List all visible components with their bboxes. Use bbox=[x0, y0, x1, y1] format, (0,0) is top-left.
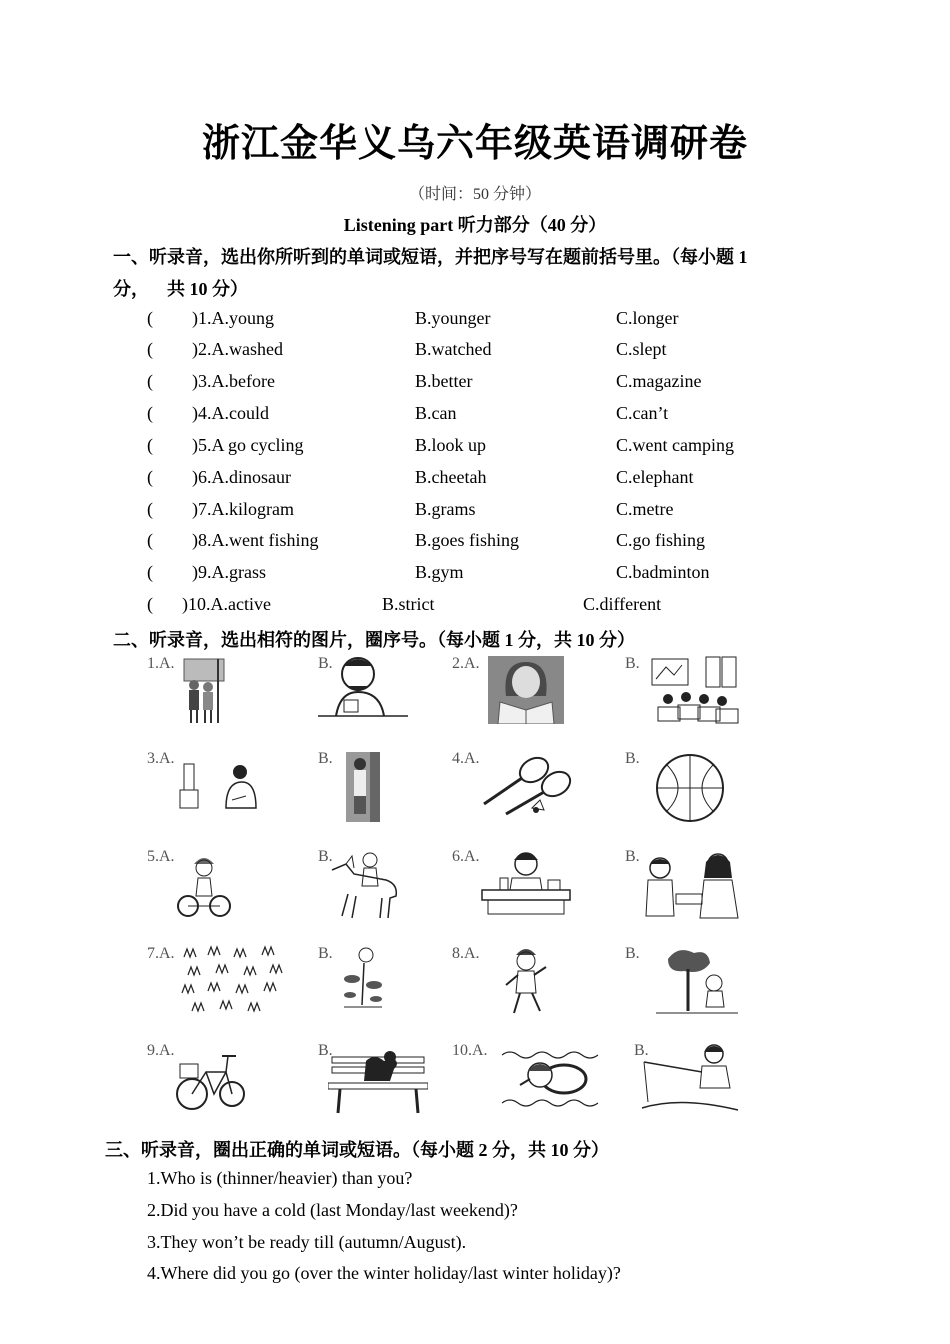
question-row bbox=[0, 594, 950, 622]
answer-paren[interactable]: ( bbox=[147, 339, 153, 359]
option-c: C.metre bbox=[616, 499, 674, 519]
section3-item: 1.Who is (thinner/heavier) than you? bbox=[147, 1168, 413, 1188]
pic-label: B. bbox=[318, 1042, 333, 1059]
answer-paren[interactable]: ( bbox=[147, 403, 153, 423]
option-b: B.better bbox=[415, 371, 473, 391]
answer-paren[interactable]: ( bbox=[147, 562, 153, 582]
option-b: B.younger bbox=[415, 308, 491, 328]
question-row bbox=[0, 562, 950, 590]
option-c: C.go fishing bbox=[616, 530, 706, 550]
child-swimming-image[interactable] bbox=[500, 1045, 604, 1113]
option-b: B.strict bbox=[382, 594, 435, 614]
question-row bbox=[0, 339, 950, 367]
page-title: 浙江金华义乌六年级英语调研卷 bbox=[201, 121, 748, 165]
option-c: C.went camping bbox=[616, 435, 734, 455]
pic-label: 4.A. bbox=[452, 750, 480, 767]
question-row bbox=[0, 308, 950, 336]
section2-heading: 二、听录音，选出相符的图片，圈序号。（每小题 1 分，共 10 分） bbox=[113, 630, 635, 650]
section3-item: 2.Did you have a cold (last Monday/last weekend)? bbox=[147, 1200, 518, 1220]
answer-paren[interactable]: ( bbox=[147, 530, 153, 550]
answer-paren[interactable]: ( bbox=[147, 467, 153, 487]
option-b: B.can bbox=[415, 403, 457, 423]
pic-label: 1.A. bbox=[147, 655, 175, 672]
section3-heading: 三、听录音，圈出正确的单词或短语。（每小题 2 分，共 10 分） bbox=[105, 1140, 609, 1160]
pic-label: B. bbox=[625, 848, 640, 865]
option-c: C.badminton bbox=[616, 562, 710, 582]
option-b: B.grams bbox=[415, 499, 476, 519]
option-b: B.watched bbox=[415, 339, 492, 359]
pic-label: 2.A. bbox=[452, 655, 480, 672]
option-b: B.look up bbox=[415, 435, 487, 455]
option-a: )6.A.dinosaur bbox=[192, 467, 291, 487]
option-c: C.slept bbox=[616, 339, 667, 359]
option-b: B.cheetah bbox=[415, 467, 487, 487]
bicycle-image[interactable] bbox=[174, 1050, 246, 1112]
option-a: )5.A go cycling bbox=[192, 435, 304, 455]
girl-reading-image[interactable] bbox=[488, 656, 564, 724]
question-row bbox=[0, 371, 950, 399]
pic-label: B. bbox=[318, 655, 333, 672]
answer-paren[interactable]: ( bbox=[147, 435, 153, 455]
option-c: C.can’t bbox=[616, 403, 669, 423]
option-a: )8.A.went fishing bbox=[192, 530, 319, 550]
question-row bbox=[0, 435, 950, 463]
option-a: )1.A.young bbox=[192, 308, 274, 328]
pic-label: B. bbox=[318, 945, 333, 962]
time-note: （时间：50 分钟） bbox=[408, 186, 541, 203]
classroom-image[interactable] bbox=[648, 655, 740, 725]
option-a: )2.A.washed bbox=[192, 339, 283, 359]
child-running-image[interactable] bbox=[500, 945, 552, 1017]
pic-label: B. bbox=[634, 1042, 649, 1059]
section1-heading-line1: 一、听录音，选出你所听到的单词或短语，并把序号写在题前括号里。（每小题 1 bbox=[113, 247, 748, 267]
boy-at-desk-image[interactable] bbox=[478, 848, 576, 916]
pic-label: 5.A. bbox=[147, 848, 175, 865]
boy-planting-tree-image[interactable] bbox=[654, 945, 740, 1017]
grass-image[interactable] bbox=[178, 945, 294, 1017]
question-row bbox=[0, 499, 950, 527]
pic-label: 7.A. bbox=[147, 945, 175, 962]
boy-cycling-image[interactable] bbox=[176, 850, 232, 920]
girl-standing-image[interactable] bbox=[346, 752, 380, 822]
section3-item: 4.Where did you go (over the winter holiday/last winter holiday)? bbox=[147, 1263, 621, 1283]
pic-label: B. bbox=[318, 848, 333, 865]
boy-and-mother-image[interactable] bbox=[640, 848, 742, 920]
answer-paren[interactable]: ( bbox=[147, 499, 153, 519]
pic-label: 10.A. bbox=[452, 1042, 488, 1059]
option-c: C.longer bbox=[616, 308, 679, 328]
man-with-tissue-image[interactable] bbox=[318, 652, 410, 722]
badminton-rackets-image[interactable] bbox=[478, 752, 576, 824]
boy-riding-horse-image[interactable] bbox=[326, 850, 404, 920]
option-b: B.gym bbox=[415, 562, 464, 582]
option-c: C.elephant bbox=[616, 467, 694, 487]
girl-sitting-by-lamp-image[interactable] bbox=[176, 760, 260, 812]
answer-paren[interactable]: ( bbox=[147, 594, 153, 614]
section3-item: 3.They won’t be ready till (autumn/August). bbox=[147, 1232, 467, 1252]
pic-label: B. bbox=[625, 655, 640, 672]
question-row bbox=[0, 403, 950, 431]
pic-label: B. bbox=[318, 750, 333, 767]
option-a: )4.A.could bbox=[192, 403, 269, 423]
option-a: )9.A.grass bbox=[192, 562, 266, 582]
basketball-image[interactable] bbox=[654, 752, 726, 824]
flower-plant-image[interactable] bbox=[340, 945, 386, 1009]
option-c: C.different bbox=[583, 594, 662, 614]
pic-label: B. bbox=[625, 945, 640, 962]
pic-label: 9.A. bbox=[147, 1042, 175, 1059]
option-a: )3.A.before bbox=[192, 371, 275, 391]
answer-paren[interactable]: ( bbox=[147, 371, 153, 391]
people-at-bus-stop-image[interactable] bbox=[178, 655, 228, 725]
pic-label: 3.A. bbox=[147, 750, 175, 767]
answer-paren[interactable]: ( bbox=[147, 308, 153, 328]
option-a: )10.A.active bbox=[182, 594, 271, 614]
option-c: C.magazine bbox=[616, 371, 702, 391]
section1-heading-line2: 分， 共 10 分） bbox=[113, 279, 248, 299]
part-heading: Listening part 听力部分（40 分） bbox=[343, 215, 607, 235]
dog-on-bench-image[interactable] bbox=[328, 1045, 428, 1115]
option-b: B.goes fishing bbox=[415, 530, 520, 550]
question-row bbox=[0, 530, 950, 558]
pic-label: 8.A. bbox=[452, 945, 480, 962]
question-row bbox=[0, 467, 950, 495]
option-a: )7.A.kilogram bbox=[192, 499, 294, 519]
pic-label: B. bbox=[625, 750, 640, 767]
pic-label: 6.A. bbox=[452, 848, 480, 865]
boy-fishing-image[interactable] bbox=[640, 1042, 740, 1114]
